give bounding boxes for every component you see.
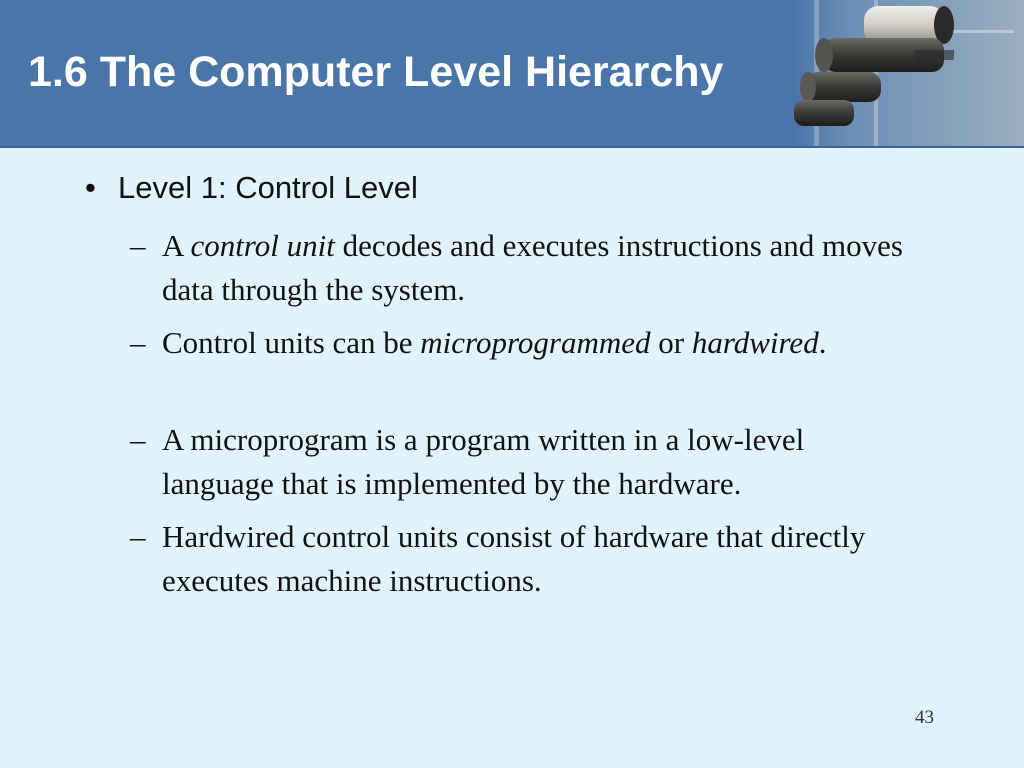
- bullet-level-1: [85, 170, 418, 206]
- subpoint-control-unit: [130, 224, 920, 312]
- vacuum-tubes-photo: [794, 0, 1024, 146]
- dash-symbol: –: [130, 422, 146, 457]
- subpoint-text: A control unit decodes and executes instructions and moves data through the system.: [162, 228, 903, 307]
- subpoint-microprogram: [130, 418, 920, 506]
- subpoint-text: Hardwired control units consist of hardware that directly executes machine instructions.: [162, 519, 866, 598]
- dash-symbol: –: [130, 228, 146, 263]
- emphasis-term: hardwired: [691, 325, 819, 360]
- dash-symbol: –: [130, 519, 146, 554]
- page-number: 43: [915, 707, 934, 728]
- subpoint-text: Control units can be microprogrammed or hardwired.: [162, 325, 827, 360]
- bullet-text: Level 1: Control Level: [118, 170, 418, 205]
- emphasis-term: control unit: [190, 228, 335, 263]
- subpoint-hardwired-units: [130, 515, 920, 603]
- title-bar: [0, 0, 1024, 148]
- subpoint-microprogrammed-hardwired: [130, 321, 920, 365]
- subpoint-text: A microprogram is a program written in a low-level language that is implemented by the hardware.: [162, 422, 805, 501]
- slide-title: 1.6 The Computer Level Hierarchy: [28, 48, 724, 96]
- emphasis-term: microprogrammed: [420, 325, 651, 360]
- bullet-symbol: •: [85, 170, 96, 205]
- dash-symbol: –: [130, 325, 146, 360]
